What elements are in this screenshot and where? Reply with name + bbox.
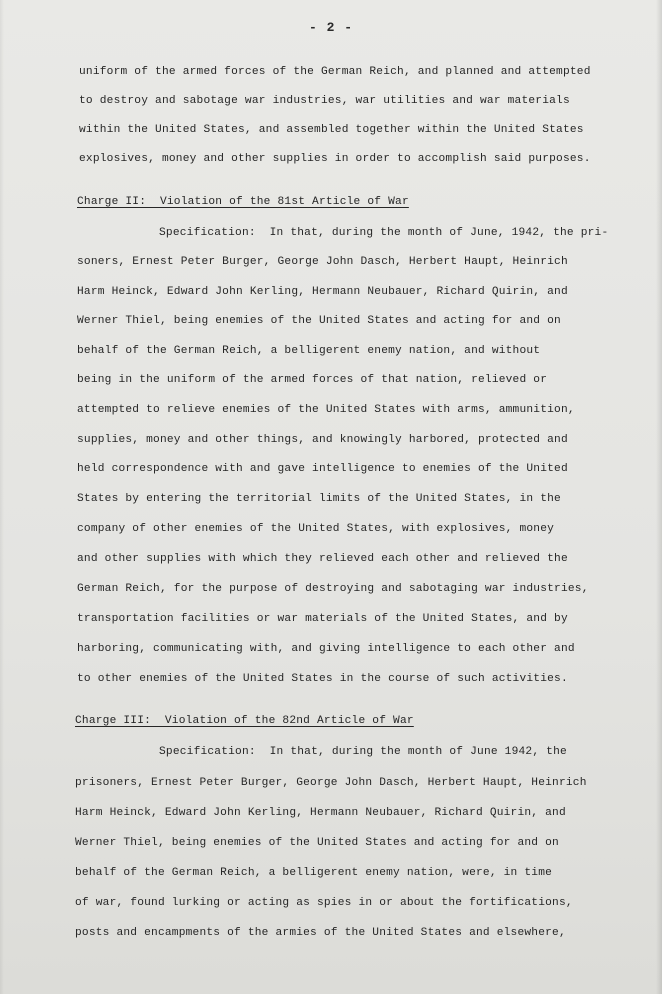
text-line: Werner Thiel, being enemies of the United States and acting for and on <box>75 837 559 849</box>
page-number: - 2 - <box>308 20 353 35</box>
text-line: of war, found lurking or acting as spies in or about the fortifications, <box>75 897 573 909</box>
text-line: soners, Ernest Peter Burger, George John Dasch, Herbert Haupt, Heinrich <box>77 256 568 268</box>
text-line: within the United States, and assembled together within the United States <box>79 124 584 136</box>
text-line: supplies, money and other things, and knowingly harbored, protected and <box>77 434 568 446</box>
text-line: States by entering the territorial limits of the United States, in the <box>77 493 561 505</box>
text-line: behalf of the German Reich, a belligerent enemy nation, and without <box>77 345 541 357</box>
text-line: harboring, communicating with, and giving intelligence to each other and <box>77 643 575 655</box>
page-left-edge <box>0 0 4 994</box>
text-line: held correspondence with and gave intelligence to enemies of the United <box>77 463 568 475</box>
page-right-edge <box>656 0 662 994</box>
text-line: German Reich, for the purpose of destroying and sabotaging war industries, <box>77 583 589 595</box>
text-line: Harm Heinck, Edward John Kerling, Hermann Neubauer, Richard Quirin, and <box>77 286 568 298</box>
text-line: attempted to relieve enemies of the United States with arms, ammunition, <box>77 404 575 416</box>
text-line: posts and encampments of the armies of the United States and elsewhere, <box>75 927 566 939</box>
text-line: behalf of the German Reich, a belligerent enemy nation, were, in time <box>75 867 553 879</box>
text-line: prisoners, Ernest Peter Burger, George John Dasch, Herbert Haupt, Heinrich <box>75 777 587 789</box>
text-line: being in the uniform of the armed forces of that nation, relieved or <box>77 374 548 386</box>
text-line: company of other enemies of the United States, with explosives, money <box>77 523 555 535</box>
text-line: Specification: In that, during the month of June 1942, the <box>159 746 567 758</box>
text-line: explosives, money and other supplies in order to accomplish said purposes. <box>79 153 591 165</box>
text-line: uniform of the armed forces of the German Reich, and planned and attempted <box>79 66 591 78</box>
text-line: Werner Thiel, being enemies of the United States and acting for and on <box>77 315 561 327</box>
text-line: Harm Heinck, Edward John Kerling, Hermann Neubauer, Richard Quirin, and <box>75 807 566 819</box>
text-line: to other enemies of the United States in the course of such activities. <box>77 673 568 685</box>
text-line: transportation facilities or war materials of the United States, and by <box>77 613 568 625</box>
charge-3-heading: Charge III: Violation of the 82nd Article of War <box>75 715 414 727</box>
charge-2-heading: Charge II: Violation of the 81st Article of War <box>77 196 409 208</box>
text-line: to destroy and sabotage war industries, war utilities and war materials <box>79 95 570 107</box>
text-line: Specification: In that, during the month of June, 1942, the pri- <box>159 227 609 239</box>
text-line: and other supplies with which they relieved each other and relieved the <box>77 553 568 565</box>
